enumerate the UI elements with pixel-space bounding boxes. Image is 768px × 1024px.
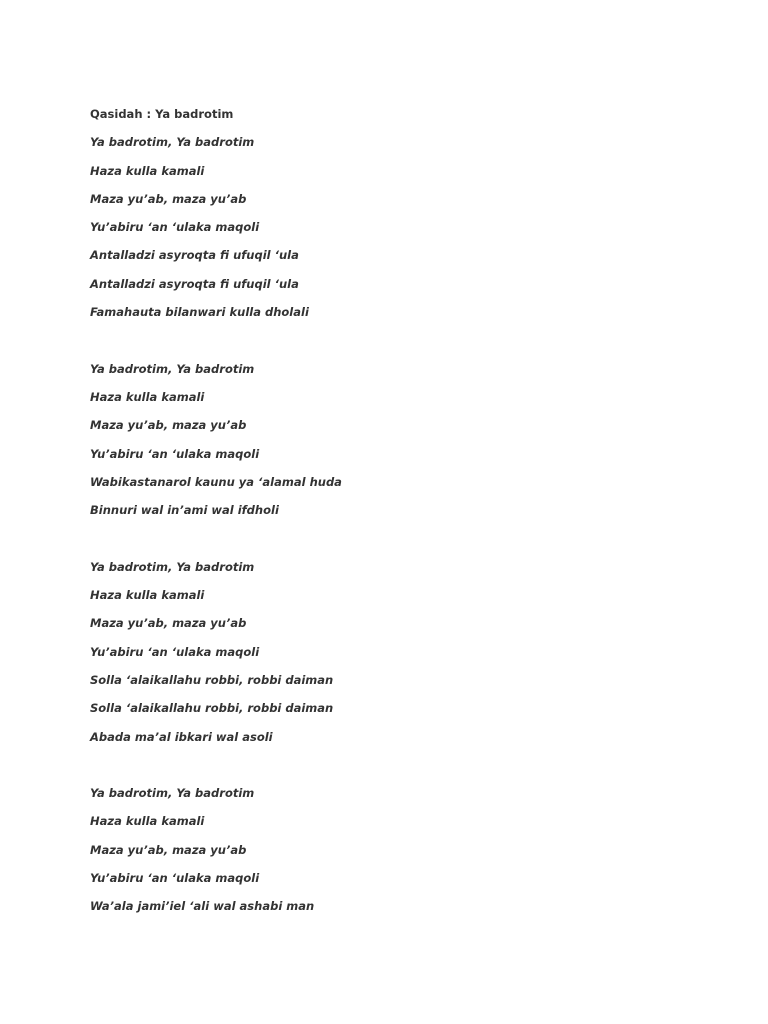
verse-line: Ya badrotim, Ya badrotim [90, 559, 255, 574]
verse-line: Yu’abiru ‘an ‘ulaka maqoli [90, 871, 260, 886]
stanza-3 [90, 557, 710, 755]
verse-line: Wabikastanarol kaunu ya ‘alamal huda [90, 474, 342, 489]
verse-line: Solla ‘alaikallahu robbi, robbi daiman [90, 672, 334, 687]
stanza-2 [90, 359, 710, 529]
verse-line: Haza kulla kamali [90, 814, 205, 829]
verse-line: Ya badrotim, Ya badrotim [90, 135, 255, 150]
verse-line: Maza yu’ab, maza yu’ab [90, 191, 247, 206]
verse-line: Wa’ala jami’iel ‘ali wal ashabi man [90, 899, 315, 914]
stanza-4 [90, 783, 710, 924]
verse-line: Binnuri wal in’ami wal ifdholi [90, 503, 279, 518]
verse-line: Yu’abiru ‘an ‘ulaka maqoli [90, 220, 260, 235]
verse-line: Antalladzi asyroqta fi ufuqil ‘ula [90, 248, 299, 263]
verse-line: Haza kulla kamali [90, 163, 205, 178]
verse-line: Famahauta bilanwari kulla dholali [90, 305, 309, 320]
document-page [90, 104, 710, 925]
verse-line: Yu’abiru ‘an ‘ulaka maqoli [90, 644, 260, 659]
verse-line: Antalladzi asyroqta fi ufuqil ‘ula [90, 276, 299, 291]
verse-line: Maza yu’ab, maza yu’ab [90, 616, 247, 631]
verse-line: Haza kulla kamali [90, 389, 205, 404]
verse-line: Haza kulla kamali [90, 588, 205, 603]
verse-line: Maza yu’ab, maza yu’ab [90, 418, 247, 433]
verse-line: Ya badrotim, Ya badrotim [90, 361, 255, 376]
stanza-1 [90, 132, 710, 330]
verse-line: Abada ma’al ibkari wal asoli [90, 729, 273, 744]
document-title: Qasidah : Ya badrotim [90, 107, 234, 121]
verse-line: Ya badrotim, Ya badrotim [90, 786, 255, 801]
verse-line: Yu’abiru ‘an ‘ulaka maqoli [90, 446, 260, 461]
verse-line: Solla ‘alaikallahu robbi, robbi daiman [90, 701, 334, 716]
verse-line: Maza yu’ab, maza yu’ab [90, 842, 247, 857]
